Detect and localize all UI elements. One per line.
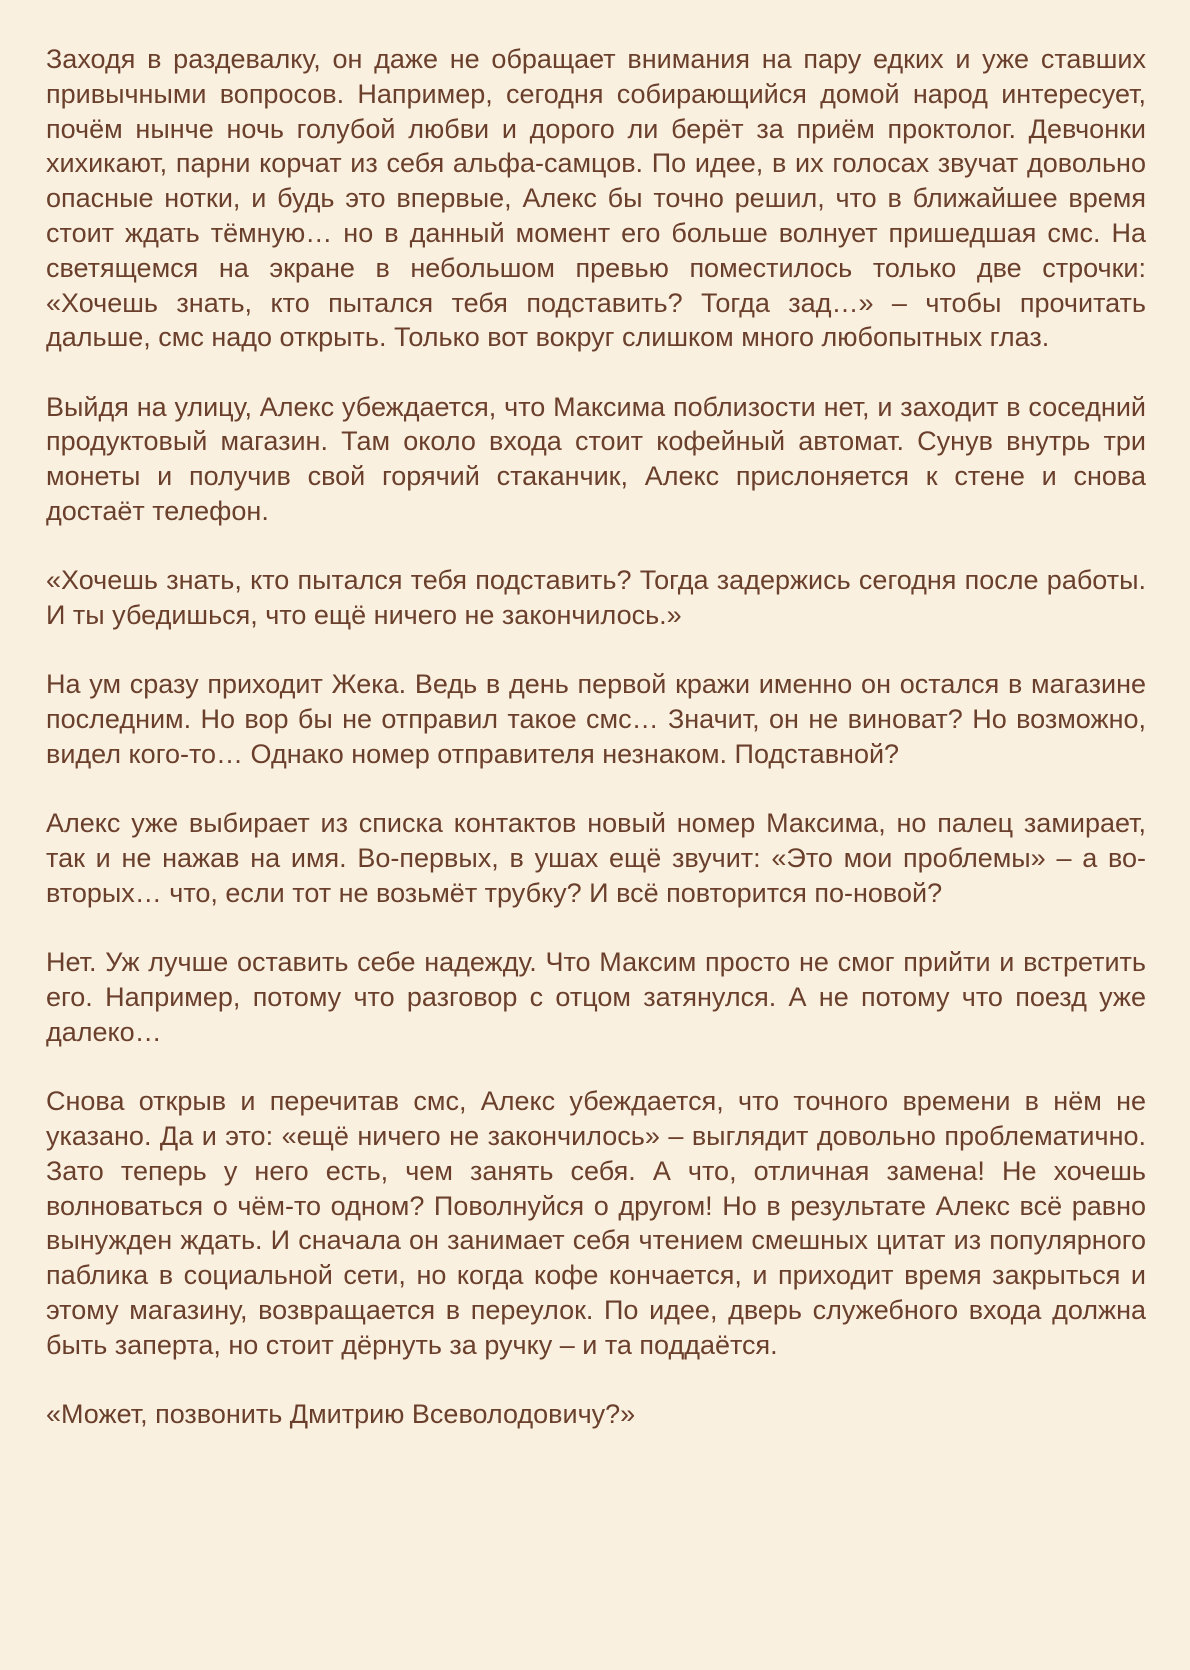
paragraph-7: Снова открыв и перечитав смс, Алекс убеждается, что точного времени в нём не указано. Да и это: «ещё ничего не закончилось» – выглядит довольно проблематично. Зато теперь у него есть, чем занять себя. А что, отличная замена! Не хочешь волноваться о чём-то одном? Поволнуйся о другом! Но в результате Алекс всё равно вынужден ждать. И сначала он занимает себя чтением смешных цитат из популярного паблика в социальной сети, но когда кофе кончается, и приходит время закрыться и этому магазину, возвращается в переулок. По идее, дверь служебного входа должна быть заперта, но стоит дёрнуть за ручку – и та поддаётся. [46,1086,1146,1360]
paragraph-3: «Хочешь знать, кто пытался тебя подставить? Тогда задержись сегодня после работы. И ты убедишься, что ещё ничего не закончилось.» [46,565,1146,631]
paragraph-4: На ум сразу приходит Жека. Ведь в день первой кражи именно он остался в магазине последним. Но вор бы не отправил такое смс… Значит, он не виноват? Но возможно, видел кого-то… Однако номер отправителя незнаком. Подставной? [46,669,1146,770]
page-text [46,42,1146,1432]
paragraph-5: Алекс уже выбирает из списка контактов новый номер Максима, но палец замирает, так и не нажав на имя. Во-первых, в ушах ещё звучит: «Это мои проблемы» – а во-вторых… что, если тот не возьмёт трубку? И всё повторится по-новой? [46,808,1146,908]
paragraph-8: «Может, позвонить Дмитрию Всеволодовичу?» [46,1399,636,1429]
paragraph-6: Нет. Уж лучше оставить себе надежду. Что Максим просто не смог прийти и встретить его. Например, потому что разговор с отцом затянулся. А не потому что поезд уже далеко… [46,947,1146,1047]
paragraph-2: Выйдя на улицу, Алекс убеждается, что Максима поблизости нет, и заходит в соседний продуктовый магазин. Там около входа стоит кофейный автомат. Сунув внутрь три монеты и получив свой горячий стаканчик, Алекс прислоняется к стене и снова достаёт телефон. [46,391,1146,527]
paragraph-1: Заходя в раздевалку, он даже не обращает внимания на пару едких и уже ставших привычными вопросов. Например, сегодня собирающийся домой народ интересует, почём нынче ночь голубой любви и дорого ли берёт за приём проктолог. Девчонки хихикают, парни корчат из себя альфа-самцов. По идее, в их голосах звучат довольно опасные нотки, и будь это впервые, Алекс бы точно решил, что в ближайшее время стоит ждать тёмную… но в данный момент его больше волнует пришедшая смс. На светящемся на экране в небольшом превью поместилось только две строчки: «Хочешь знать, кто пытался тебя подставить? Тогда зад…» – чтобы прочитать дальше, смс надо открыть. Только вот вокруг слишком много любопытных глаз. [46,44,1146,353]
